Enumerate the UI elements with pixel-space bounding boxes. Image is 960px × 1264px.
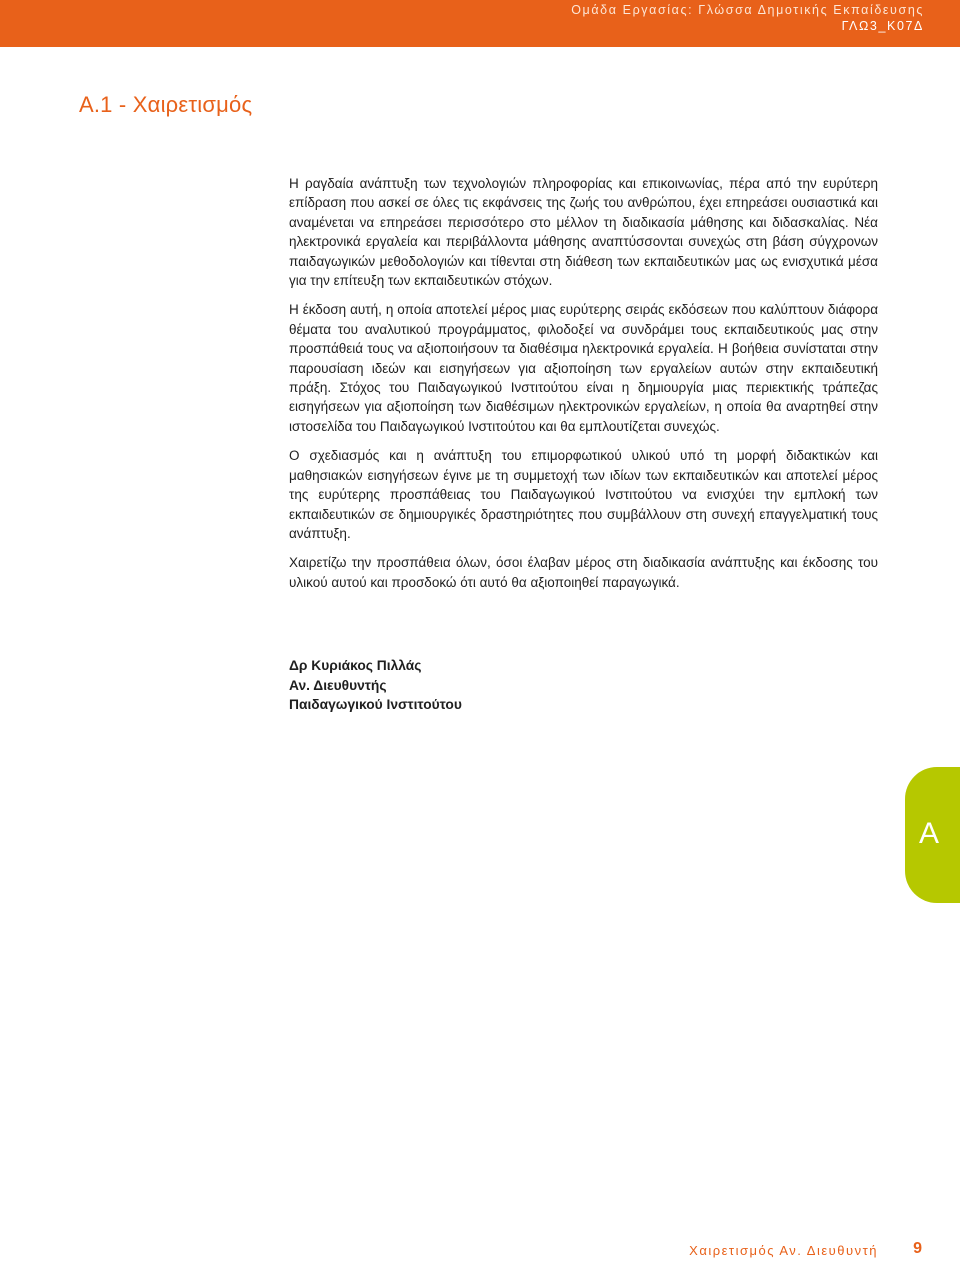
paragraph: Η έκδοση αυτή, η οποία αποτελεί μέρος μιας ευρύτερης σειράς εκδόσεων που καλύπτουν διάφορα θέματα του αναλυτικού προγράμματος, φιλοδοξεί να συνδράμει τους εκπαιδευτικούς μας στην προσπάθειά τους να αξιοποιήσουν τα διαθέσιμα ηλεκτρονικά εργαλεία. Η βοήθεια συνίσταται στην παρουσίαση ιδεών και εισηγήσεων για αξιοποίηση των εργαλείων αυτών στην εκπαιδευτική πράξη. Στόχος του Παιδαγωγικού Ινστιτούτου είναι η δημιουργία μιας περιεκτικής τράπεζας εισηγήσεων για αξιοποίηση των διαθέσιμων ηλεκτρονικών εργαλείων, η οποία θα αναρτηθεί στην ιστοσελίδα του Παιδαγωγικού Ινστιτούτου και θα εμπλουτίζεται συνεχώς. [289, 302, 878, 434]
signature-role: Αν. Διευθυντής [289, 677, 387, 693]
page-number: 9 [913, 1240, 922, 1257]
signature-block [289, 656, 462, 715]
signature-name: Δρ Κυριάκος Πιλλάς [289, 658, 422, 673]
section-tab [905, 767, 960, 903]
body-text [289, 174, 878, 602]
header-bar [0, 0, 960, 47]
paragraph: Χαιρετίζω την προσπάθεια όλων, όσοι έλαβαν μέρος στη διαδικασία ανάπτυξης και έκδοσης του υλικού αυτού και προσδοκώ ότι αυτό θα αξιοποιηθεί παραγωγικά. [289, 555, 878, 590]
page-title: Α.1 - Χαιρετισμός [79, 92, 253, 117]
section-tab-letter: Α [918, 817, 939, 850]
header-group-title: Ομάδα Εργασίας: Γλώσσα Δημοτικής Εκπαίδευσης [571, 3, 924, 17]
footer-section-label: Χαιρετισμός Αν. Διευθυντή [689, 1243, 878, 1258]
signature-organization: Παιδαγωγικού Ινστιτούτου [289, 697, 462, 713]
header-code: ΓΛΩ3_Κ07Δ [841, 19, 924, 33]
paragraph: Η ραγδαία ανάπτυξη των τεχνολογιών πληροφορίας και επικοινωνίας, πέρα από την ευρύτερη επίδραση που ασκεί σε όλες τις εκφάνσεις της ζωής του ανθρώπου, έχει επηρεάσει ουσιαστικά και αναμένεται να επηρεάσει περισσότερο στο μέλλον τη διαδικασία μάθησης και διδασκαλίας. Νέα ηλεκτρονικά εργαλεία και περιβάλλοντα μάθησης αναπτύσσονται συνεχώς στη βάση σύγχρονων παιδαγωγικών μεθοδολογιών και τίθενται στη διάθεση των εκπαιδευτικών μας ως ενισχυτικά μέσα για την επίτευξη των εκπαιδευτικών στόχων. [289, 176, 878, 289]
paragraph: Ο σχεδιασμός και η ανάπτυξη του επιμορφωτικού υλικού υπό τη μορφή διδακτικών και μαθησιακών εισηγήσεων έγινε με τη συμμετοχή των ιδίων των εκπαιδευτικών και αποτελεί μέρος της ευρύτερης προσπάθειας του Παιδαγωγικού Ινστιτούτου να ενισχύει την εμπλοκή των εκπαιδευτικών σε δημιουργικές δραστηριότητες που συμβάλλουν στη συνεχή επαγγελματική τους ανάπτυξη. [289, 448, 878, 541]
